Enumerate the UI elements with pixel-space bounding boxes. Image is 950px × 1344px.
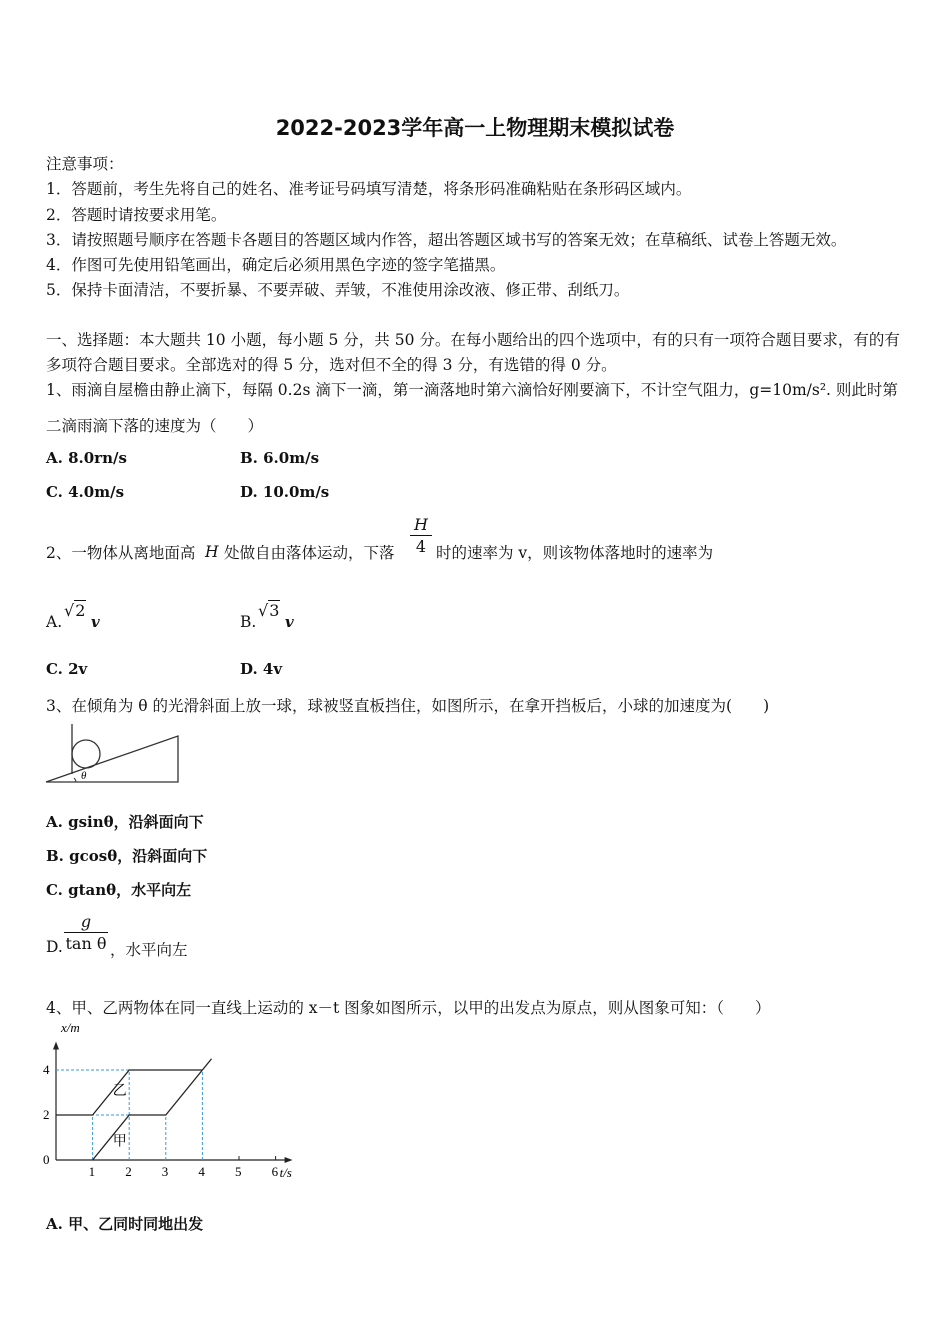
q3-option-d-fraction xyxy=(64,912,108,953)
series-line-1 xyxy=(93,1070,203,1160)
q3-incline-figure xyxy=(44,722,182,786)
q2-var-h: H xyxy=(205,543,219,561)
q3-option-d-label: D. xyxy=(46,938,63,956)
y-tick-label-0: 0 xyxy=(43,1152,50,1167)
q2-fraction-bar xyxy=(410,535,432,536)
page-title: 2022-2023学年高一上物理期末模拟试卷 xyxy=(275,116,675,140)
y-tick-label-4: 4 xyxy=(43,1062,50,1077)
q3-option-b: B. gcosθ，沿斜面向下 xyxy=(46,847,208,865)
q2-option-b-label: B. xyxy=(240,613,257,631)
notes-item-4: 4．作图可先使用铅笔画出，确定后必须用黑色字迹的签字笔描黑。 xyxy=(46,256,506,274)
ball xyxy=(72,740,100,768)
y-tick-label-2: 2 xyxy=(43,1107,50,1122)
q2-fraction-numerator: H xyxy=(414,515,428,534)
series-label-yi: 乙 xyxy=(112,1083,127,1099)
series-label-jia: 甲 xyxy=(112,1134,127,1150)
x-axis-label: t/s xyxy=(279,1165,292,1180)
q2-option-c: C. 2v xyxy=(46,660,88,678)
notes-item-5: 5．保持卡面清洁，不要折暴、不要弄破、弄皱，不准使用涂改液、修正带、刮纸刀。 xyxy=(46,281,630,299)
q2-text-part-2: 处做自由落体运动，下落 xyxy=(224,544,395,562)
q2-option-b-var: v xyxy=(285,613,294,631)
q2-option-b-sqrt: √3 xyxy=(258,601,280,620)
angle-label: θ xyxy=(81,770,87,782)
q3-option-a: A. gsinθ，沿斜面向下 xyxy=(46,813,204,831)
notes-heading: 注意事项： xyxy=(46,155,124,173)
q4-xt-chart xyxy=(38,1020,328,1182)
y-axis-label: x/m xyxy=(61,1020,80,1035)
q1-option-b: B. 6.0m/s xyxy=(240,449,320,467)
notes-item-2: 2．答题时请按要求用笔。 xyxy=(46,206,227,224)
q3-option-c: C. gtanθ，水平向左 xyxy=(46,881,192,899)
q2-text-part-3: 时的速率为 v，则该物体落地时的速率为 xyxy=(436,544,714,562)
q3-text: 3、在倾角为 θ 的光滑斜面上放一球，球被竖直板挡住，如图所示，在拿开挡板后，小球的加速度为( ) xyxy=(46,697,770,715)
q3-option-d-bar xyxy=(64,932,108,933)
q2-fraction xyxy=(410,515,432,556)
q1-option-a: A. 8.0rn/s xyxy=(46,449,127,467)
q4-option-a: A. 甲、乙同时同地出发 xyxy=(46,1215,204,1233)
q2-option-d: D. 4v xyxy=(240,660,283,678)
q2-fraction-denominator: 4 xyxy=(415,537,427,556)
notes-item-1: 1．答题前，考生先将自己的姓名、准考证号码填写清楚，将条形码准确粘贴在条形码区域内。 xyxy=(46,180,692,198)
q2-option-b-radicand: 3 xyxy=(269,601,280,620)
incline-triangle xyxy=(46,736,178,782)
series-line-1-extension xyxy=(202,1059,211,1070)
q2-option-a-radicand: 2 xyxy=(75,601,86,620)
x-tick-label-1: 1 xyxy=(88,1164,96,1179)
q2-text-part-1: 2、一物体从离地面高 xyxy=(46,544,196,562)
x-axis-arrow xyxy=(285,1157,293,1163)
x-tick-label-2: 2 xyxy=(125,1164,132,1179)
x-tick-label-6: 6 xyxy=(271,1164,279,1179)
q3-option-d-numerator: g xyxy=(80,912,92,931)
x-tick-label-3: 3 xyxy=(161,1164,169,1179)
q3-option-d-tail: ，水平向左 xyxy=(110,941,188,959)
q1-text-line-2: 二滴雨滴下落的速度为（ ） xyxy=(46,417,264,435)
q4-text: 4、甲、乙两物体在同一直线上运动的 x－t 图象如图所示，以甲的出发点为原点，则从图象可知：（ ） xyxy=(46,999,771,1017)
x-tick-label-4: 4 xyxy=(198,1164,205,1179)
x-tick-label-5: 5 xyxy=(235,1164,242,1179)
q2-option-a-label: A. xyxy=(46,613,63,631)
section-intro-line-1: 一、选择题：本大题共 10 小题，每小题 5 分，共 50 分。在每小题给出的四个选项中，有的只有一项符合题目要求，有的有 xyxy=(46,331,900,349)
section-intro-line-2: 多项符合题目要求。全部选对的得 5 分，选对但不全的得 3 分，有选错的得 0 分。 xyxy=(46,356,617,374)
y-axis-arrow xyxy=(53,1042,59,1050)
q3-option-d-denominator: tan θ xyxy=(65,934,107,953)
notes-item-3: 3．请按照题号顺序在答题卡各题目的答题区域内作答，超出答题区域书写的答案无效；在草稿纸、试卷上答题无效。 xyxy=(46,231,847,249)
q2-option-a-sqrt: √2 xyxy=(64,601,86,620)
q1-option-d: D. 10.0m/s xyxy=(240,483,330,501)
q1-text-line-1: 1、雨滴自屋檐由静止滴下，每隔 0.2s 滴下一滴，第一滴落地时第六滴恰好刚要滴下，不计空气阻力，g=10m/s². 则此时第 xyxy=(46,381,898,399)
q1-option-c: C. 4.0m/s xyxy=(46,483,125,501)
q2-option-a-var: v xyxy=(91,613,100,631)
